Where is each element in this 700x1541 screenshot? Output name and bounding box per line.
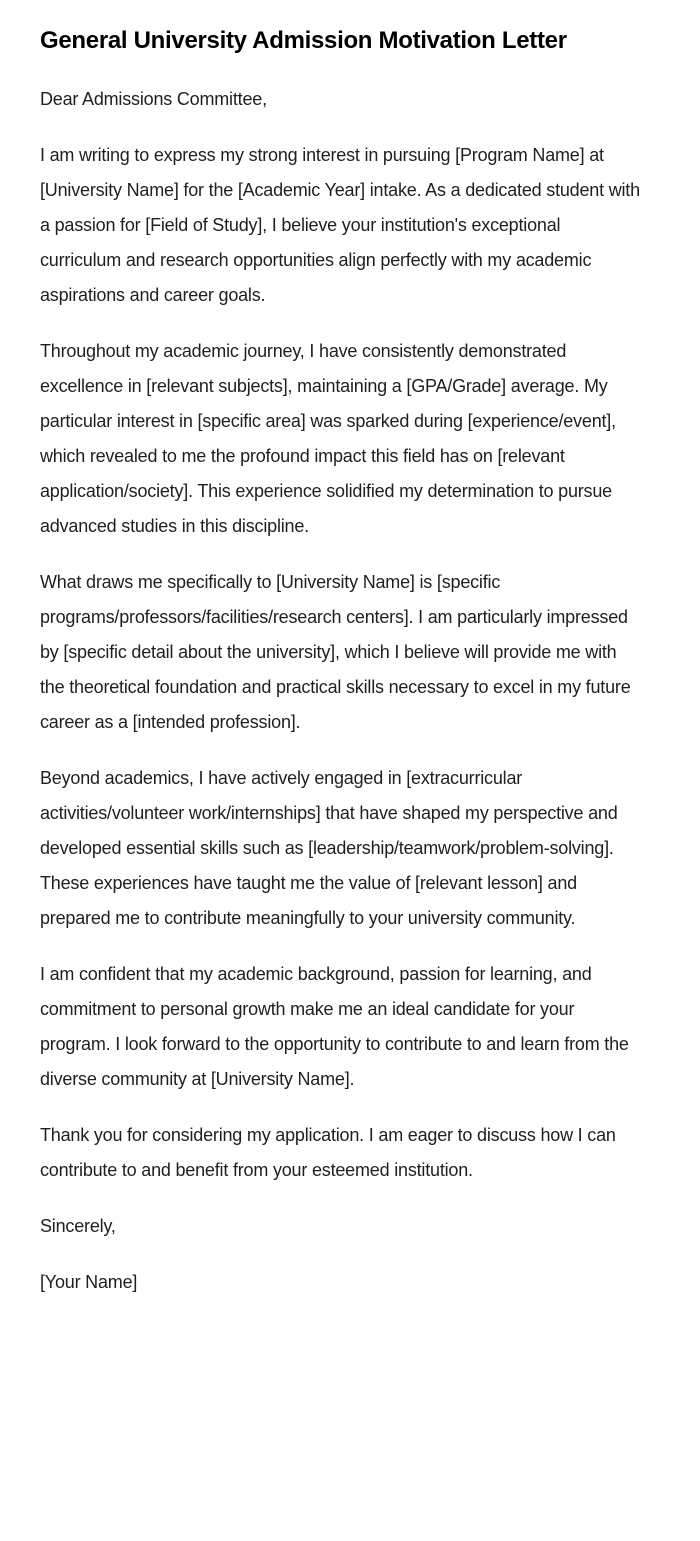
body-paragraph-intro: I am writing to express my strong interest in pursuing [Program Name] at [University Name] for the [Academic Year] intake. As a dedicated student with a passion for [Field of Study], I believe your institution's exceptional curriculum and research opportunities align perfectly with my academic aspirations and career goals. xyxy=(40,145,640,305)
body-paragraph-extracurricular: Beyond academics, I have actively engaged in [extracurricular activities/volunteer work/internships] that have shaped my perspective and developed essential skills such as [leadership/teamwork/problem-solving]. These experiences have taught me the value of [relevant lesson] and prepared me to contribute meaningfully to your university community. xyxy=(40,768,618,928)
body-paragraph-candidacy: I am confident that my academic background, passion for learning, and commitment to personal growth make me an ideal candidate for your program. I look forward to the opportunity to contribute to and learn from the diverse community at [University Name]. xyxy=(40,964,629,1089)
page-title: General University Admission Motivation Letter xyxy=(40,27,567,54)
signature-line: [Your Name] xyxy=(40,1272,138,1292)
body-paragraph-university-appeal: What draws me specifically to [University Name] is [specific programs/professors/facilities/research centers]. I am particularly impressed by [specific detail about the university], which I believe will provide me with the theoretical foundation and practical skills necessary to excel in my future career as a [intended profession]. xyxy=(40,572,631,732)
salutation-line: Dear Admissions Committee, xyxy=(40,89,267,109)
closing-line: Sincerely, xyxy=(40,1216,116,1236)
body-paragraph-academic-journey: Throughout my academic journey, I have consistently demonstrated excellence in [relevant subjects], maintaining a [GPA/Grade] average. My particular interest in [specific area] was sparked during [experience/event], which revealed to me the profound impact this field has on [relevant application/society]. This experience solidified my determination to pursue advanced studies in this discipline. xyxy=(40,341,616,536)
body-paragraph-thanks: Thank you for considering my application. I am eager to discuss how I can contribute to and benefit from your esteemed institution. xyxy=(40,1125,616,1180)
